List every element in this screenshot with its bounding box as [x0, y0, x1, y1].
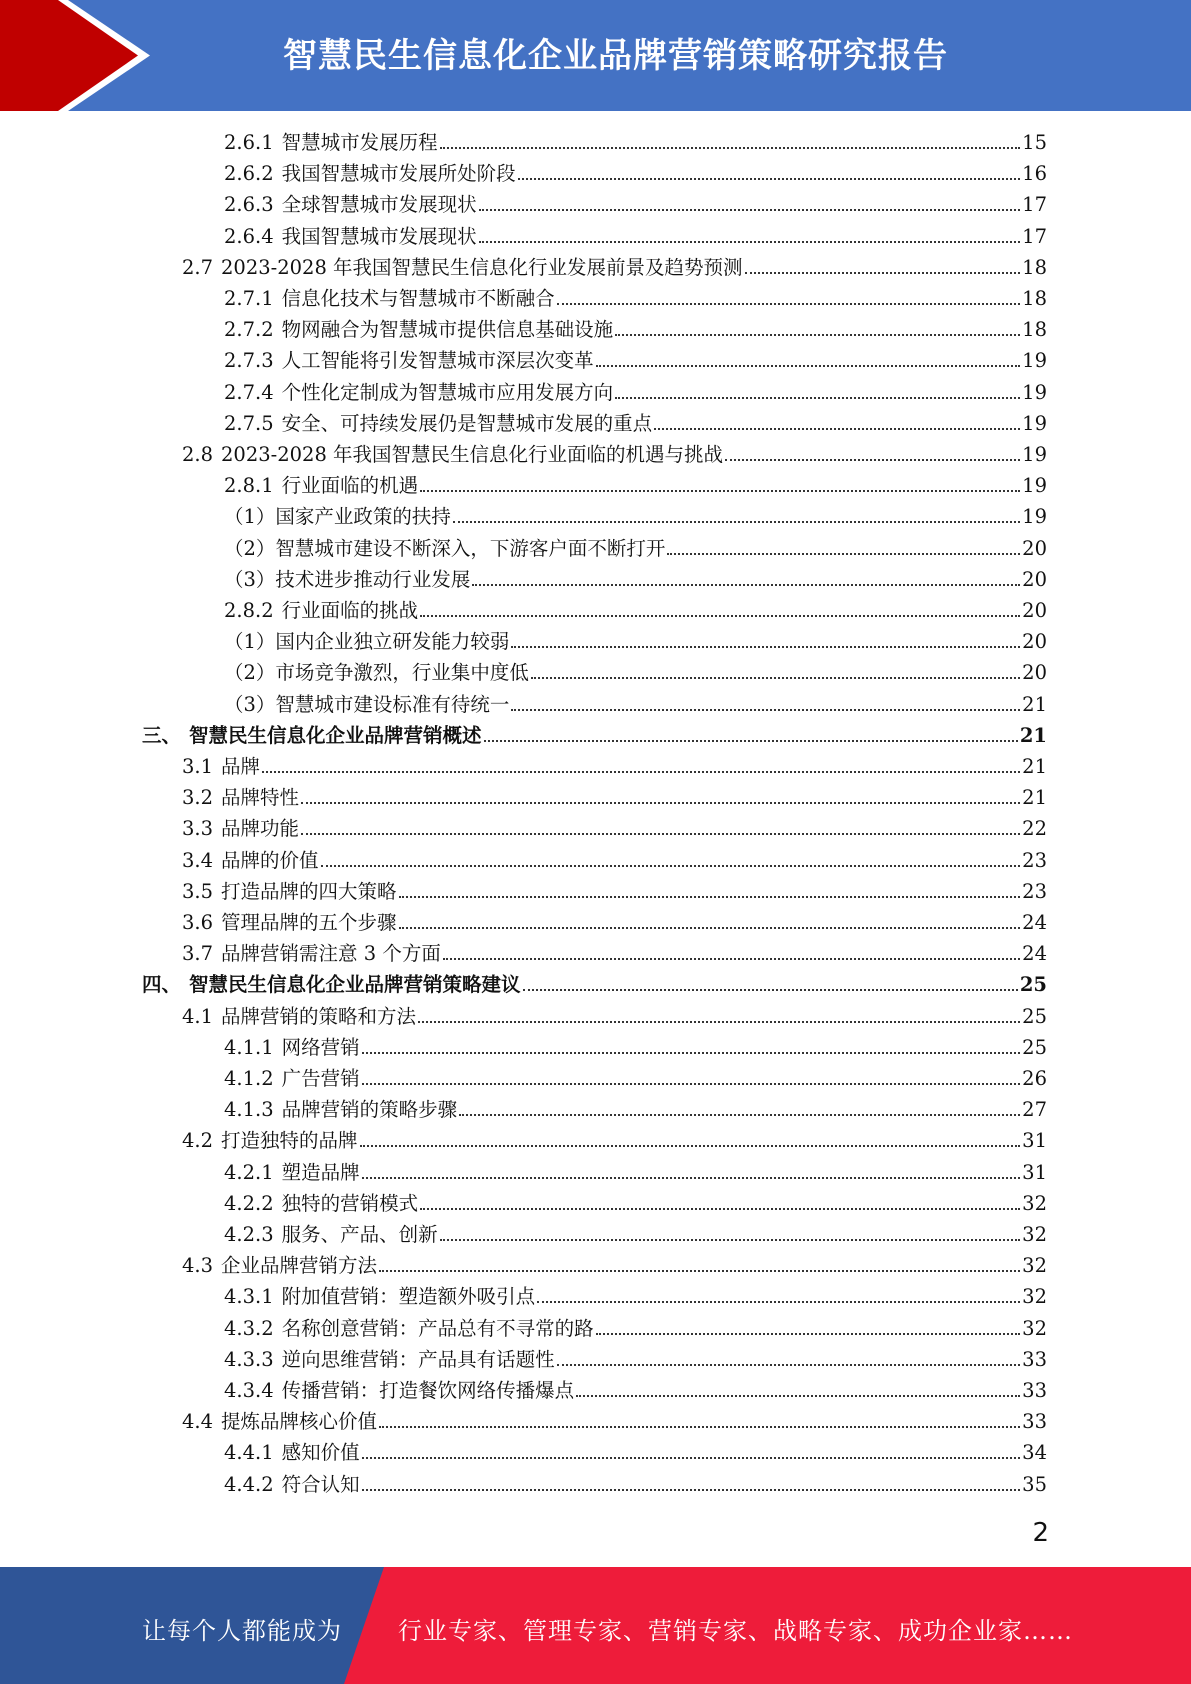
toc-dot-leader	[399, 895, 1021, 898]
toc-dot-leader	[262, 770, 1020, 773]
toc-entry[interactable]	[224, 1219, 1047, 1250]
toc-entry-number: 4.2	[182, 1129, 214, 1153]
toc-dot-leader	[440, 146, 1021, 149]
toc-entry-page: 33	[1022, 1410, 1047, 1434]
toc-entry-title: 塑造品牌	[281, 1160, 360, 1184]
toc-entry-number: 2.6.2	[224, 162, 274, 186]
toc-entry-number: 2.6.1	[224, 131, 274, 154]
toc-entry[interactable]	[224, 1188, 1047, 1219]
toc-entry-title: 安全、可持续发展仍是智慧城市发展的重点	[281, 411, 653, 435]
toc-entry[interactable]	[224, 689, 1047, 720]
toc-entry-title: 我国智慧城市发展现状	[281, 224, 477, 248]
toc-entry[interactable]	[182, 813, 1047, 844]
toc-dot-leader	[418, 1020, 1020, 1023]
toc-entry-title: 智慧城市建设标准有待统一	[275, 692, 510, 716]
toc-dot-leader	[537, 1300, 1020, 1303]
toc-entry[interactable]	[224, 595, 1047, 626]
toc-entry[interactable]	[182, 938, 1047, 969]
toc-entry-number: 4.3.4	[224, 1379, 274, 1402]
toc-entry-title: 行业面临的挑战	[281, 599, 419, 622]
toc-dot-leader	[615, 396, 1020, 399]
toc-entry-page: 20	[1022, 567, 1047, 591]
toc-entry-number: 4.3.1	[224, 1285, 274, 1309]
toc-entry-title: 全球智慧城市发展现状	[281, 193, 477, 217]
toc-entry-number: 3.2	[182, 786, 214, 810]
footer-slogan-right: 行业专家、管理专家、营销专家、战略专家、成功企业家……	[398, 1617, 1073, 1645]
toc-entry-number: 4.1	[182, 1004, 214, 1028]
toc-dot-leader	[301, 832, 1020, 835]
toc-entry-number: 3.1	[182, 755, 214, 778]
toc-entry-page: 21	[1022, 692, 1047, 716]
toc-entry-title: 感知价值	[281, 1441, 360, 1465]
toc-entry-title: 附加值营销：塑造额外吸引点	[281, 1285, 536, 1309]
toc-entry-title: 逆向思维营销：产品具有话题性	[281, 1347, 555, 1371]
toc-dot-leader	[420, 614, 1020, 617]
toc-entry[interactable]	[224, 626, 1047, 657]
toc-entry-page: 17	[1022, 224, 1047, 248]
toc-entry-page: 26	[1022, 1067, 1047, 1090]
toc-entry-number: 2.8	[182, 443, 214, 466]
toc-dot-leader	[484, 739, 1018, 742]
toc-dot-leader	[472, 583, 1020, 586]
toc-entry-title: 打造独特的品牌	[221, 1129, 358, 1153]
toc-entry-number: 4.4	[182, 1410, 214, 1434]
toc-entry[interactable]	[224, 533, 1047, 564]
toc-dot-leader	[531, 676, 1020, 679]
toc-entry-title: 品牌特性	[221, 786, 300, 810]
toc-entry-number: （3）	[224, 692, 276, 716]
toc-entry-number: 3.3	[182, 817, 214, 841]
toc-dot-leader	[615, 333, 1020, 336]
toc-entry-number: 四、	[142, 973, 182, 997]
page-title: 智慧民生信息化企业品牌营销策略研究报告	[283, 36, 948, 76]
toc-entry-page: 32	[1022, 1316, 1047, 1340]
toc-entry-page: 25	[1019, 973, 1047, 997]
toc-entry-title: 网络营销	[281, 1035, 360, 1059]
toc-entry-title: 技术进步推动行业发展	[275, 567, 471, 591]
toc-entry-page: 19	[1022, 443, 1047, 466]
toc-entry-page: 18	[1022, 318, 1047, 342]
toc-dot-leader	[362, 1176, 1021, 1179]
toc-entry-title: 物网融合为智慧城市提供信息基础设施	[281, 318, 614, 342]
toc-dot-leader	[379, 1425, 1020, 1428]
toc-entry-page: 19	[1022, 474, 1047, 498]
toc-entry-page: 24	[1022, 911, 1047, 934]
toc-entry[interactable]	[224, 408, 1047, 439]
toc-entry-title: 符合认知	[281, 1472, 360, 1496]
toc-entry-title: 智慧民生信息化企业品牌营销概述	[189, 723, 482, 747]
header-band	[0, 0, 1191, 111]
toc-dot-leader	[440, 1238, 1021, 1241]
toc-entry-title: 2023-2028 年我国智慧民生信息化行业面临的机遇与挑战	[221, 443, 724, 466]
toc-entry-title: 智慧民生信息化企业品牌营销策略建议	[189, 973, 521, 997]
toc-entry-title: 国内企业独立研发能力较弱	[275, 630, 510, 654]
toc-entry-page: 17	[1022, 193, 1047, 217]
toc-entry[interactable]	[142, 720, 1047, 751]
toc-entry-page: 20	[1022, 661, 1047, 685]
toc-entry-number: 2.8.2	[224, 599, 274, 622]
toc-entry-title: 品牌营销需注意 3 个方面	[221, 942, 441, 966]
toc-entry-page: 20	[1022, 599, 1047, 622]
toc-entry-number: （2）	[224, 536, 276, 560]
toc-entry-number: 2.7.1	[224, 287, 274, 310]
toc-dot-leader	[596, 364, 1021, 367]
toc-entry-page: 19	[1022, 505, 1047, 529]
toc-entry[interactable]	[224, 1094, 1047, 1125]
toc-entry-page: 25	[1022, 1035, 1047, 1059]
footer-band	[0, 1567, 1191, 1684]
toc-entry-title: 独特的营销模式	[281, 1191, 419, 1215]
toc-entry-page: 18	[1022, 255, 1047, 279]
toc-entry-page: 33	[1022, 1379, 1047, 1402]
toc-entry-page: 20	[1022, 536, 1047, 560]
toc-dot-leader	[459, 1113, 1020, 1116]
toc-entry-page: 21	[1019, 723, 1047, 747]
toc-entry-title: 服务、产品、创新	[281, 1223, 438, 1246]
toc-dot-leader	[557, 1363, 1021, 1366]
toc-entry-number: 4.2.3	[224, 1223, 274, 1246]
toc-entry-page: 18	[1022, 287, 1047, 310]
toc-entry-number: 2.7.2	[224, 318, 274, 342]
toc-entry-title: 个性化定制成为智慧城市应用发展方向	[281, 380, 614, 404]
toc-entry-number: 4.4.2	[224, 1472, 274, 1496]
toc-entry-page: 27	[1022, 1098, 1047, 1122]
toc-entry[interactable]	[224, 1063, 1047, 1094]
toc-entry-title: 打造品牌的四大策略	[221, 879, 397, 903]
toc-entry-page: 19	[1022, 380, 1047, 404]
toc-dot-leader	[576, 1394, 1020, 1397]
toc-dot-leader	[399, 926, 1021, 929]
toc-entry[interactable]	[182, 1125, 1047, 1156]
toc-entry[interactable]	[224, 1032, 1047, 1063]
toc-entry-title: 信息化技术与智慧城市不断融合	[281, 287, 555, 310]
toc-entry-page: 34	[1022, 1441, 1047, 1465]
toc-entry-page: 22	[1022, 817, 1047, 841]
toc-entry-page: 25	[1022, 1004, 1047, 1028]
toc-entry[interactable]	[182, 1406, 1047, 1437]
toc-entry-page: 31	[1022, 1160, 1047, 1184]
toc-entry-number: （2）	[224, 661, 276, 685]
toc-dot-leader	[362, 1051, 1021, 1054]
toc-entry-number: 3.6	[182, 911, 214, 934]
toc-entry-page: 23	[1022, 879, 1047, 903]
toc-entry[interactable]	[224, 158, 1047, 189]
toc-entry-number: 4.2.2	[224, 1191, 274, 1215]
toc-dot-leader	[379, 1269, 1020, 1272]
toc-entry[interactable]	[224, 1437, 1047, 1468]
toc-entry-number: 2.8.1	[224, 474, 274, 498]
toc-entry-page: 35	[1022, 1472, 1047, 1496]
toc-entry-number: 2.7.3	[224, 349, 274, 373]
toc-entry-number: 3.7	[182, 942, 214, 966]
toc-entry[interactable]	[224, 1157, 1047, 1188]
toc-entry[interactable]	[224, 657, 1047, 688]
toc-entry-title: 品牌的价值	[221, 848, 319, 872]
toc-entry-number: 3.4	[182, 848, 214, 872]
toc-entry[interactable]	[182, 1250, 1047, 1281]
toc-entry[interactable]	[224, 189, 1047, 220]
toc-entry-page: 33	[1022, 1347, 1047, 1371]
toc-entry[interactable]	[182, 876, 1047, 907]
toc-entry-number: 2.6.3	[224, 193, 274, 217]
toc-entry-title: 品牌营销的策略步骤	[281, 1098, 458, 1122]
toc-entry-title: 国家产业政策的扶持	[275, 505, 451, 529]
toc-entry[interactable]	[182, 1001, 1047, 1032]
toc-entry[interactable]	[224, 1469, 1047, 1500]
toc-dot-leader	[654, 427, 1020, 430]
toc-entry[interactable]	[224, 345, 1047, 376]
toc-dot-leader	[420, 1207, 1020, 1210]
toc-dot-leader	[453, 520, 1020, 523]
toc-dot-leader	[362, 1488, 1021, 1491]
toc-entry-title: 名称创意营销：产品总有不寻常的路	[281, 1316, 594, 1340]
page-number: 2	[1032, 1518, 1049, 1548]
toc-entry-number: 4.1.1	[224, 1035, 274, 1059]
toc-entry-page: 32	[1022, 1223, 1047, 1246]
toc-entry-page: 32	[1022, 1254, 1047, 1278]
toc-dot-leader	[360, 1144, 1021, 1147]
toc-dot-leader	[596, 1332, 1021, 1335]
toc-entry[interactable]	[224, 377, 1047, 408]
toc-entry-page: 16	[1022, 162, 1047, 186]
toc-dot-leader	[362, 1456, 1021, 1459]
toc-entry-number: （3）	[224, 567, 276, 591]
toc-entry-number: （1）	[224, 505, 276, 529]
toc-dot-leader	[725, 458, 1020, 461]
toc-entry-number: 2.7.4	[224, 380, 274, 404]
toc-entry-title: 智慧城市发展历程	[281, 131, 438, 154]
toc-entry[interactable]	[142, 969, 1047, 1000]
toc-dot-leader	[479, 240, 1021, 243]
toc-entry-number: 4.1.3	[224, 1098, 274, 1122]
toc-dot-leader	[321, 864, 1021, 867]
toc-entry-title: 智慧城市建设不断深入，下游客户面不断打开	[275, 536, 666, 560]
toc-entry-number: 4.2.1	[224, 1160, 274, 1184]
toc-entry-number: 三、	[142, 723, 182, 747]
toc-dot-leader	[479, 208, 1021, 211]
toc-entry-page: 19	[1022, 349, 1047, 373]
toc-entry-title: 品牌功能	[221, 817, 300, 841]
toc-entry-number: 2.6.4	[224, 224, 274, 248]
toc-entry-page: 20	[1022, 630, 1047, 654]
toc-entry[interactable]	[224, 501, 1047, 532]
toc-entry-title: 我国智慧城市发展所处阶段	[281, 162, 516, 186]
toc-entry[interactable]	[182, 845, 1047, 876]
toc-entry-title: 行业面临的机遇	[281, 474, 419, 498]
toc-entry[interactable]	[224, 564, 1047, 595]
toc-dot-leader	[511, 708, 1020, 711]
toc-dot-leader	[523, 988, 1018, 991]
toc-entry-page: 15	[1022, 131, 1047, 154]
toc-entry-title: 人工智能将引发智慧城市深层次变革	[281, 349, 594, 373]
toc-entry-number: 4.4.1	[224, 1441, 274, 1465]
toc-dot-leader	[745, 271, 1021, 274]
toc-dot-leader	[667, 552, 1020, 555]
toc-entry-title: 传播营销：打造餐饮网络传播爆点	[281, 1379, 575, 1402]
toc-entry-page: 19	[1022, 411, 1047, 435]
toc-entry-page: 21	[1022, 786, 1047, 810]
toc-entry-number: （1）	[224, 630, 276, 654]
toc-entry-number: 4.3.2	[224, 1316, 274, 1340]
toc-dot-leader	[518, 177, 1021, 180]
toc-entry[interactable]	[224, 1375, 1047, 1406]
toc-entry-title: 2023-2028 年我国智慧民生信息化行业发展前景及趋势预测	[221, 255, 743, 279]
toc-entry[interactable]	[182, 252, 1047, 283]
toc-entry[interactable]	[224, 283, 1047, 314]
toc-entry[interactable]	[182, 907, 1047, 938]
toc-dot-leader	[511, 645, 1020, 648]
toc-entry[interactable]	[224, 314, 1047, 345]
toc-dot-leader	[443, 957, 1020, 960]
toc-entry-number: 4.3.3	[224, 1347, 274, 1371]
toc-entry[interactable]	[224, 221, 1047, 252]
toc-dot-leader	[420, 489, 1020, 492]
toc-entry[interactable]	[224, 1281, 1047, 1312]
toc-entry[interactable]	[182, 782, 1047, 813]
toc-entry[interactable]	[182, 751, 1047, 782]
toc-entry-page: 32	[1022, 1191, 1047, 1215]
toc-entry-title: 品牌营销的策略和方法	[221, 1004, 417, 1028]
toc-entry-number: 2.7	[182, 255, 214, 279]
toc-entry-page: 32	[1022, 1285, 1047, 1309]
toc-entry-number: 2.7.5	[224, 411, 274, 435]
toc-entry-number: 4.3	[182, 1254, 214, 1278]
toc-dot-leader	[557, 302, 1021, 305]
toc-entry-title: 企业品牌营销方法	[221, 1254, 378, 1278]
toc-dot-leader	[301, 801, 1020, 804]
toc-entry-title: 管理品牌的五个步骤	[221, 911, 397, 934]
footer-slogan-left: 让每个人都能成为	[142, 1617, 342, 1645]
toc-entry-page: 24	[1022, 942, 1047, 966]
toc-entry-number: 3.5	[182, 879, 214, 903]
toc-entry-page: 31	[1022, 1129, 1047, 1153]
toc-entry-title: 提炼品牌核心价值	[221, 1410, 378, 1434]
toc-entry[interactable]	[224, 127, 1047, 158]
toc-entry-number: 4.1.2	[224, 1067, 274, 1090]
toc-entry-title: 市场竞争激烈，行业集中度低	[275, 661, 529, 685]
toc-entry[interactable]	[224, 470, 1047, 501]
toc-entry[interactable]	[182, 439, 1047, 470]
toc-entry-title: 品牌	[221, 755, 261, 778]
toc-dot-leader	[362, 1082, 1021, 1085]
toc-entry[interactable]	[224, 1313, 1047, 1344]
toc-entry-page: 23	[1022, 848, 1047, 872]
toc-entry-title: 广告营销	[281, 1067, 360, 1090]
toc-entry[interactable]	[224, 1344, 1047, 1375]
toc-entry-page: 21	[1022, 755, 1047, 778]
